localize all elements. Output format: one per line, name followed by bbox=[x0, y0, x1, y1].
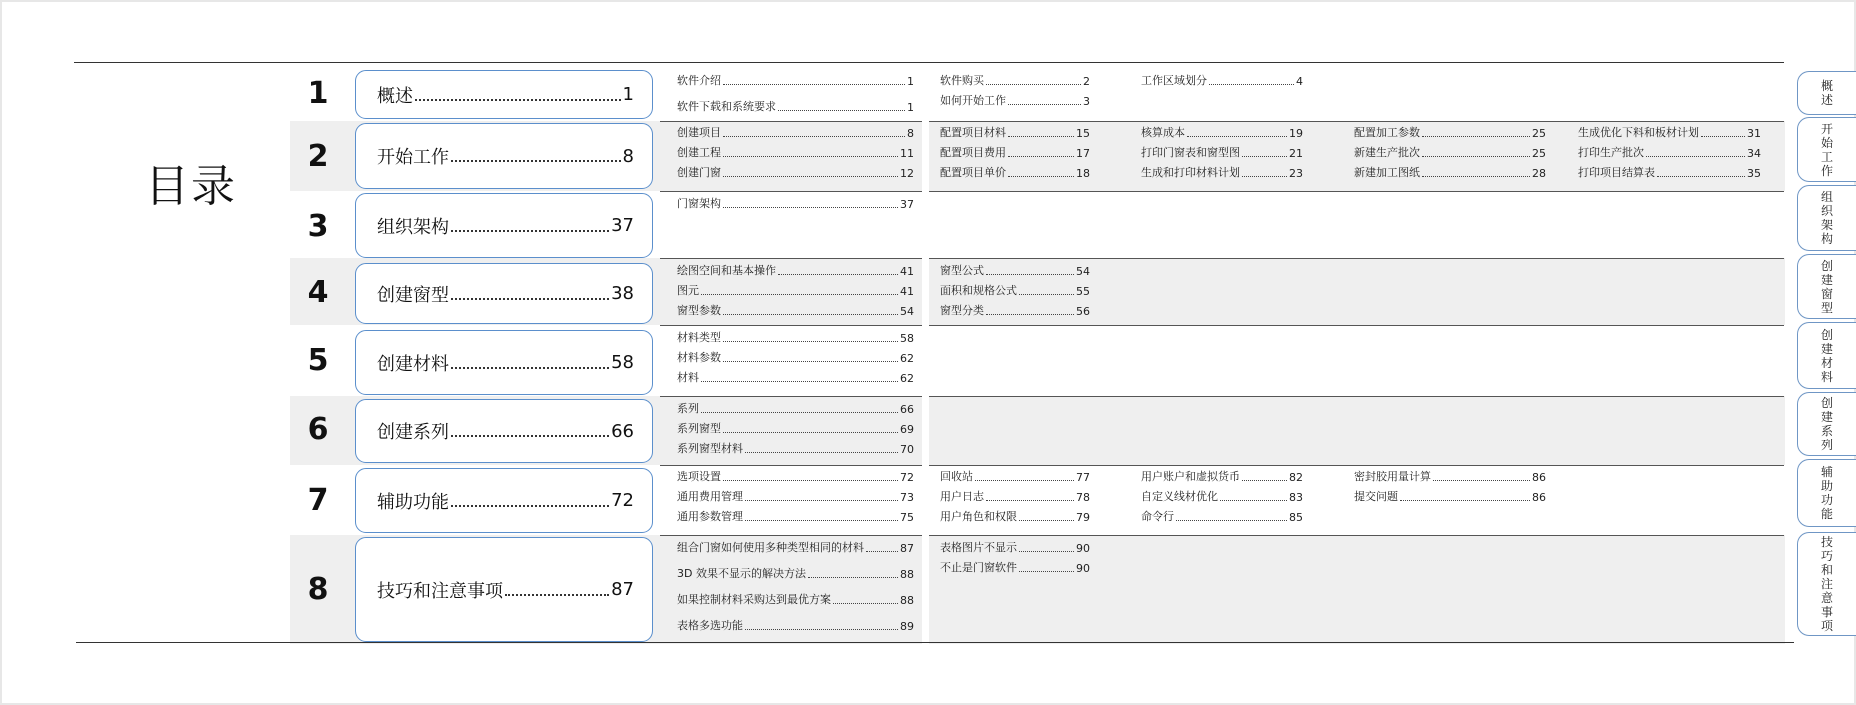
dot-leader bbox=[505, 594, 609, 596]
dot-leader bbox=[778, 110, 905, 111]
entry-title: 创建门窗 bbox=[677, 166, 721, 179]
toc-entry[interactable] bbox=[677, 369, 914, 385]
entry-page: 41 bbox=[900, 265, 914, 278]
entry-title: 配置加工参数 bbox=[1354, 126, 1420, 139]
entry-title: 如果控制材料采购达到最优方案 bbox=[677, 593, 831, 606]
chapter-number: 2 bbox=[307, 139, 329, 174]
entry-page: 73 bbox=[900, 491, 914, 504]
entry-page: 75 bbox=[900, 511, 914, 524]
entry-title: 配置项目单价 bbox=[940, 166, 1006, 179]
entry-page: 58 bbox=[900, 332, 914, 345]
chapter-number: 7 bbox=[307, 483, 329, 518]
dot-leader bbox=[723, 314, 898, 315]
side-tab[interactable] bbox=[1797, 392, 1856, 456]
chapter-page: 66 bbox=[611, 420, 634, 442]
row-separator bbox=[660, 258, 1784, 259]
side-tab[interactable] bbox=[1797, 185, 1856, 251]
entry-title: 软件下载和系统要求 bbox=[677, 100, 776, 113]
toc-entry[interactable] bbox=[677, 468, 914, 484]
entry-title: 组合门窗如何使用多种类型相同的材料 bbox=[677, 541, 864, 554]
entry-page: 31 bbox=[1747, 127, 1761, 140]
entry-title: 用户日志 bbox=[940, 490, 984, 503]
side-tab-label: 概述 bbox=[1820, 79, 1833, 107]
toc-entry[interactable] bbox=[677, 400, 914, 416]
entry-title: 工作区域划分 bbox=[1141, 74, 1207, 87]
dot-leader bbox=[1176, 520, 1287, 521]
side-tab[interactable] bbox=[1797, 254, 1856, 319]
dot-leader bbox=[1242, 480, 1287, 481]
chapter-title: 辅助功能 bbox=[377, 491, 449, 513]
entry-title: 配置项目材料 bbox=[940, 126, 1006, 139]
entry-page: 87 bbox=[900, 542, 914, 555]
entry-page: 35 bbox=[1747, 167, 1761, 180]
dot-leader bbox=[1187, 136, 1287, 137]
toc-entry[interactable] bbox=[1354, 468, 1546, 484]
dot-leader bbox=[1008, 104, 1081, 105]
toc-entry[interactable] bbox=[940, 508, 1090, 524]
entry-page: 90 bbox=[1076, 562, 1090, 575]
toc-entry[interactable] bbox=[1141, 72, 1303, 88]
dot-leader bbox=[723, 432, 898, 433]
entry-page: 70 bbox=[900, 443, 914, 456]
toc-entry[interactable] bbox=[677, 302, 914, 318]
chapter-number: 1 bbox=[307, 76, 329, 111]
dot-leader bbox=[723, 156, 898, 157]
toc-entry[interactable] bbox=[1141, 144, 1303, 160]
toc-entry[interactable] bbox=[940, 72, 1090, 88]
row-separator bbox=[660, 535, 1784, 536]
entry-page: 82 bbox=[1289, 471, 1303, 484]
entry-page: 69 bbox=[900, 423, 914, 436]
toc-entry[interactable] bbox=[677, 565, 914, 581]
chapter-page: 87 bbox=[611, 579, 634, 600]
dot-leader bbox=[701, 412, 898, 413]
entry-page: 17 bbox=[1076, 147, 1090, 160]
entry-page: 25 bbox=[1532, 127, 1546, 140]
side-tab-label: 技巧和注意事项 bbox=[1820, 535, 1833, 633]
chapter-link[interactable] bbox=[355, 123, 653, 189]
toc-entry[interactable] bbox=[677, 282, 914, 298]
dot-leader bbox=[1242, 176, 1287, 177]
chapter-number: 5 bbox=[307, 343, 329, 378]
dot-leader bbox=[986, 314, 1074, 315]
chapter-link[interactable] bbox=[355, 399, 653, 463]
chapter-title: 技巧和注意事项 bbox=[377, 580, 503, 602]
entry-title: 表格多选功能 bbox=[677, 619, 743, 632]
dot-leader bbox=[701, 294, 898, 295]
dot-leader bbox=[1422, 136, 1530, 137]
row-separator bbox=[660, 191, 1784, 192]
dot-leader bbox=[745, 520, 898, 521]
dot-leader bbox=[723, 341, 898, 342]
toc-entry[interactable] bbox=[940, 539, 1090, 555]
toc-entry[interactable] bbox=[1141, 124, 1303, 140]
entry-page: 56 bbox=[1076, 305, 1090, 318]
chapter-link[interactable] bbox=[355, 263, 653, 324]
entry-title: 打印门窗表和窗型图 bbox=[1141, 146, 1240, 159]
dot-leader bbox=[745, 500, 898, 501]
entry-title: 创建项目 bbox=[677, 126, 721, 139]
side-tab-label: 创建材料 bbox=[1820, 327, 1833, 384]
chapter-page: 1 bbox=[622, 84, 634, 105]
entry-page: 89 bbox=[900, 620, 914, 633]
entry-title: 不止是门窗软件 bbox=[940, 561, 1017, 574]
toc-entry[interactable] bbox=[940, 164, 1090, 180]
toc-entry[interactable] bbox=[1578, 164, 1761, 180]
toc-entry[interactable] bbox=[677, 262, 914, 278]
toc-entry[interactable] bbox=[677, 488, 914, 504]
side-tab[interactable] bbox=[1797, 322, 1856, 389]
dot-leader bbox=[1220, 500, 1287, 501]
entry-title: 回收站 bbox=[940, 470, 973, 483]
dot-leader bbox=[833, 603, 898, 604]
side-tab[interactable] bbox=[1797, 459, 1856, 527]
dot-leader bbox=[1242, 156, 1287, 157]
entry-page: 62 bbox=[900, 352, 914, 365]
dot-leader bbox=[986, 500, 1074, 501]
toc-entry[interactable] bbox=[1354, 488, 1546, 504]
dot-leader bbox=[451, 298, 609, 300]
toc-entry[interactable] bbox=[1578, 144, 1761, 160]
dot-leader bbox=[1008, 136, 1074, 137]
chapter-title: 组织架构 bbox=[377, 216, 449, 238]
entry-page: 72 bbox=[900, 471, 914, 484]
entry-title: 绘图空间和基本操作 bbox=[677, 264, 776, 277]
bottom-rule bbox=[76, 642, 1794, 643]
entry-page: 18 bbox=[1076, 167, 1090, 180]
dot-leader bbox=[745, 629, 898, 630]
entry-page: 79 bbox=[1076, 511, 1090, 524]
toc-entry[interactable] bbox=[1141, 508, 1303, 524]
entry-title: 材料 bbox=[677, 371, 699, 384]
entry-page: 15 bbox=[1076, 127, 1090, 140]
toc-entry[interactable] bbox=[940, 282, 1090, 298]
chapter-link[interactable] bbox=[355, 193, 653, 258]
chapter-title: 创建窗型 bbox=[377, 284, 449, 306]
toc-entry[interactable] bbox=[677, 72, 914, 88]
entry-title: 用户角色和权限 bbox=[940, 510, 1017, 523]
toc-entry[interactable] bbox=[677, 164, 914, 180]
entry-title: 新建生产批次 bbox=[1354, 146, 1420, 159]
chapter-page: 38 bbox=[611, 283, 634, 304]
dot-leader bbox=[723, 136, 905, 137]
entry-page: 34 bbox=[1747, 147, 1761, 160]
toc-entry[interactable] bbox=[1354, 124, 1546, 140]
entry-title: 表格图片不显示 bbox=[940, 541, 1017, 554]
entry-title: 配置项目费用 bbox=[940, 146, 1006, 159]
page-title: 目录 bbox=[145, 161, 237, 212]
chapter-title: 创建材料 bbox=[377, 353, 449, 375]
toc-entry[interactable] bbox=[940, 488, 1090, 504]
toc-entry[interactable] bbox=[677, 591, 914, 607]
entry-page: 83 bbox=[1289, 491, 1303, 504]
toc-entry[interactable] bbox=[940, 124, 1090, 140]
dot-leader bbox=[745, 452, 898, 453]
side-tab-label: 创建系列 bbox=[1820, 396, 1833, 452]
dot-leader bbox=[1019, 571, 1074, 572]
chapter-title: 概述 bbox=[377, 85, 413, 107]
chapter-page: 58 bbox=[611, 352, 634, 373]
entry-title: 如何开始工作 bbox=[940, 94, 1006, 107]
toc-entry[interactable] bbox=[677, 349, 914, 365]
dot-leader bbox=[451, 160, 621, 162]
toc-entry[interactable] bbox=[677, 539, 914, 555]
entry-title: 3D 效果不显示的解决方法 bbox=[677, 567, 806, 580]
dot-leader bbox=[986, 84, 1081, 85]
entry-page: 66 bbox=[900, 403, 914, 416]
dot-leader bbox=[778, 274, 898, 275]
toc-entry[interactable] bbox=[940, 144, 1090, 160]
row-separator bbox=[660, 325, 1784, 326]
entry-page: 77 bbox=[1076, 471, 1090, 484]
toc-entry[interactable] bbox=[940, 559, 1090, 575]
chapter-link[interactable] bbox=[355, 330, 653, 395]
dot-leader bbox=[1657, 176, 1745, 177]
entry-title: 通用费用管理 bbox=[677, 490, 743, 503]
entry-title: 窗型公式 bbox=[940, 264, 984, 277]
entry-title: 软件购买 bbox=[940, 74, 984, 87]
dot-leader bbox=[1019, 520, 1074, 521]
entry-page: 4 bbox=[1296, 75, 1303, 88]
dot-leader bbox=[986, 274, 1074, 275]
toc-entry[interactable] bbox=[1354, 164, 1546, 180]
entry-title: 系列窗型 bbox=[677, 422, 721, 435]
entry-title: 命令行 bbox=[1141, 510, 1174, 523]
entry-title: 密封胶用量计算 bbox=[1354, 470, 1431, 483]
toc-entry[interactable] bbox=[677, 144, 914, 160]
dot-leader bbox=[808, 577, 898, 578]
row-separator bbox=[660, 396, 1784, 397]
dot-leader bbox=[451, 435, 609, 437]
toc-entry[interactable] bbox=[1141, 164, 1303, 180]
entry-title: 生成和打印材料计划 bbox=[1141, 166, 1240, 179]
dot-leader bbox=[701, 381, 898, 382]
toc-entry[interactable] bbox=[677, 617, 914, 633]
chapter-page: 37 bbox=[611, 215, 634, 236]
side-tab-label: 创建窗型 bbox=[1820, 258, 1833, 315]
entry-page: 85 bbox=[1289, 511, 1303, 524]
entry-page: 8 bbox=[907, 127, 914, 140]
chapter-title: 创建系列 bbox=[377, 422, 449, 443]
entry-title: 自定义线材优化 bbox=[1141, 490, 1218, 503]
entry-title: 窗型参数 bbox=[677, 304, 721, 317]
entry-title: 提交问题 bbox=[1354, 490, 1398, 503]
toc-entry[interactable] bbox=[677, 440, 914, 456]
entry-title: 打印项目结算表 bbox=[1578, 166, 1655, 179]
entry-page: 86 bbox=[1532, 491, 1546, 504]
side-tab[interactable] bbox=[1797, 71, 1856, 115]
row-separator bbox=[660, 121, 1784, 122]
entry-page: 2 bbox=[1083, 75, 1090, 88]
entry-page: 1 bbox=[907, 75, 914, 88]
entry-title: 面积和规格公式 bbox=[940, 284, 1017, 297]
toc-entry[interactable] bbox=[940, 92, 1090, 108]
row-separator bbox=[660, 465, 1784, 466]
entry-page: 11 bbox=[900, 147, 914, 160]
entry-title: 材料类型 bbox=[677, 331, 721, 344]
chapter-number: 4 bbox=[307, 275, 329, 310]
dot-leader bbox=[723, 207, 898, 208]
entry-page: 55 bbox=[1076, 285, 1090, 298]
entry-page: 54 bbox=[900, 305, 914, 318]
dot-leader bbox=[1422, 176, 1530, 177]
side-tab-label: 组织架构 bbox=[1820, 190, 1833, 246]
dot-leader bbox=[1008, 156, 1074, 157]
dot-leader bbox=[1701, 136, 1745, 137]
dot-leader bbox=[1433, 480, 1530, 481]
dot-leader bbox=[1400, 500, 1530, 501]
entry-title: 用户账户和虚拟货币 bbox=[1141, 470, 1240, 483]
entry-page: 21 bbox=[1289, 147, 1303, 160]
dot-leader bbox=[723, 176, 898, 177]
chapter-page: 8 bbox=[622, 145, 634, 167]
side-tab-label: 开始工作 bbox=[1820, 121, 1833, 178]
entry-page: 12 bbox=[900, 167, 914, 180]
dot-leader bbox=[451, 505, 609, 507]
entry-page: 78 bbox=[1076, 491, 1090, 504]
chapter-link[interactable] bbox=[355, 537, 653, 642]
entry-page: 3 bbox=[1083, 95, 1090, 108]
entry-page: 54 bbox=[1076, 265, 1090, 278]
entry-page: 19 bbox=[1289, 127, 1303, 140]
dot-leader bbox=[723, 361, 898, 362]
entry-title: 门窗架构 bbox=[677, 197, 721, 210]
entry-title: 材料参数 bbox=[677, 351, 721, 364]
toc-entry[interactable] bbox=[677, 508, 914, 524]
chapter-title: 开始工作 bbox=[377, 147, 449, 168]
dot-leader bbox=[1422, 156, 1530, 157]
side-tab[interactable] bbox=[1797, 117, 1856, 182]
entry-title: 生成优化下料和板材计划 bbox=[1578, 126, 1699, 139]
entry-page: 86 bbox=[1532, 471, 1546, 484]
column-gap bbox=[922, 65, 929, 644]
entry-page: 88 bbox=[900, 568, 914, 581]
dot-leader bbox=[415, 99, 621, 101]
toc-entry[interactable] bbox=[940, 262, 1090, 278]
toc-entry[interactable] bbox=[1141, 488, 1303, 504]
chapter-number: 6 bbox=[307, 412, 329, 447]
entry-title: 打印生产批次 bbox=[1578, 146, 1644, 159]
toc-entry[interactable] bbox=[1354, 144, 1546, 160]
toc-entry[interactable] bbox=[677, 124, 914, 140]
dot-leader bbox=[451, 367, 609, 369]
chapter-number: 3 bbox=[307, 209, 329, 244]
dot-leader bbox=[1209, 84, 1294, 85]
entry-title: 新建加工图纸 bbox=[1354, 166, 1420, 179]
side-tab-label: 辅助功能 bbox=[1820, 465, 1833, 521]
entry-page: 1 bbox=[907, 101, 914, 114]
side-tab[interactable] bbox=[1797, 532, 1856, 636]
toc-entry[interactable] bbox=[677, 195, 914, 211]
dot-leader bbox=[1019, 551, 1074, 552]
toc-entry[interactable] bbox=[1141, 468, 1303, 484]
entry-title: 图元 bbox=[677, 284, 699, 297]
dot-leader bbox=[723, 480, 898, 481]
chapter-link[interactable] bbox=[355, 70, 653, 119]
toc-entry[interactable] bbox=[677, 420, 914, 436]
entry-title: 创建工程 bbox=[677, 146, 721, 159]
top-rule bbox=[74, 62, 1784, 63]
entry-title: 系列窗型材料 bbox=[677, 442, 743, 455]
toc-entry[interactable] bbox=[677, 98, 914, 114]
dot-leader bbox=[723, 84, 905, 85]
dot-leader bbox=[451, 230, 609, 232]
entry-title: 系列 bbox=[677, 402, 699, 415]
entry-page: 88 bbox=[900, 594, 914, 607]
toc-entry[interactable] bbox=[940, 302, 1090, 318]
entry-page: 28 bbox=[1532, 167, 1546, 180]
chapter-page: 72 bbox=[611, 490, 634, 511]
entry-page: 90 bbox=[1076, 542, 1090, 555]
dot-leader bbox=[1008, 176, 1074, 177]
entry-page: 23 bbox=[1289, 167, 1303, 180]
toc-entry[interactable] bbox=[1578, 124, 1761, 140]
entry-page: 41 bbox=[900, 285, 914, 298]
chapter-link[interactable] bbox=[355, 468, 653, 533]
entry-title: 通用参数管理 bbox=[677, 510, 743, 523]
entry-title: 窗型分类 bbox=[940, 304, 984, 317]
entry-page: 62 bbox=[900, 372, 914, 385]
toc-entry[interactable] bbox=[677, 329, 914, 345]
dot-leader bbox=[975, 480, 1074, 481]
dot-leader bbox=[1646, 156, 1745, 157]
entry-page: 25 bbox=[1532, 147, 1546, 160]
dot-leader bbox=[866, 551, 898, 552]
entry-title: 选项设置 bbox=[677, 470, 721, 483]
entry-title: 软件介绍 bbox=[677, 74, 721, 87]
chapter-number: 8 bbox=[307, 572, 329, 607]
entry-page: 37 bbox=[900, 198, 914, 211]
entry-title: 核算成本 bbox=[1141, 126, 1185, 139]
toc-entry[interactable] bbox=[940, 468, 1090, 484]
dot-leader bbox=[1019, 294, 1074, 295]
